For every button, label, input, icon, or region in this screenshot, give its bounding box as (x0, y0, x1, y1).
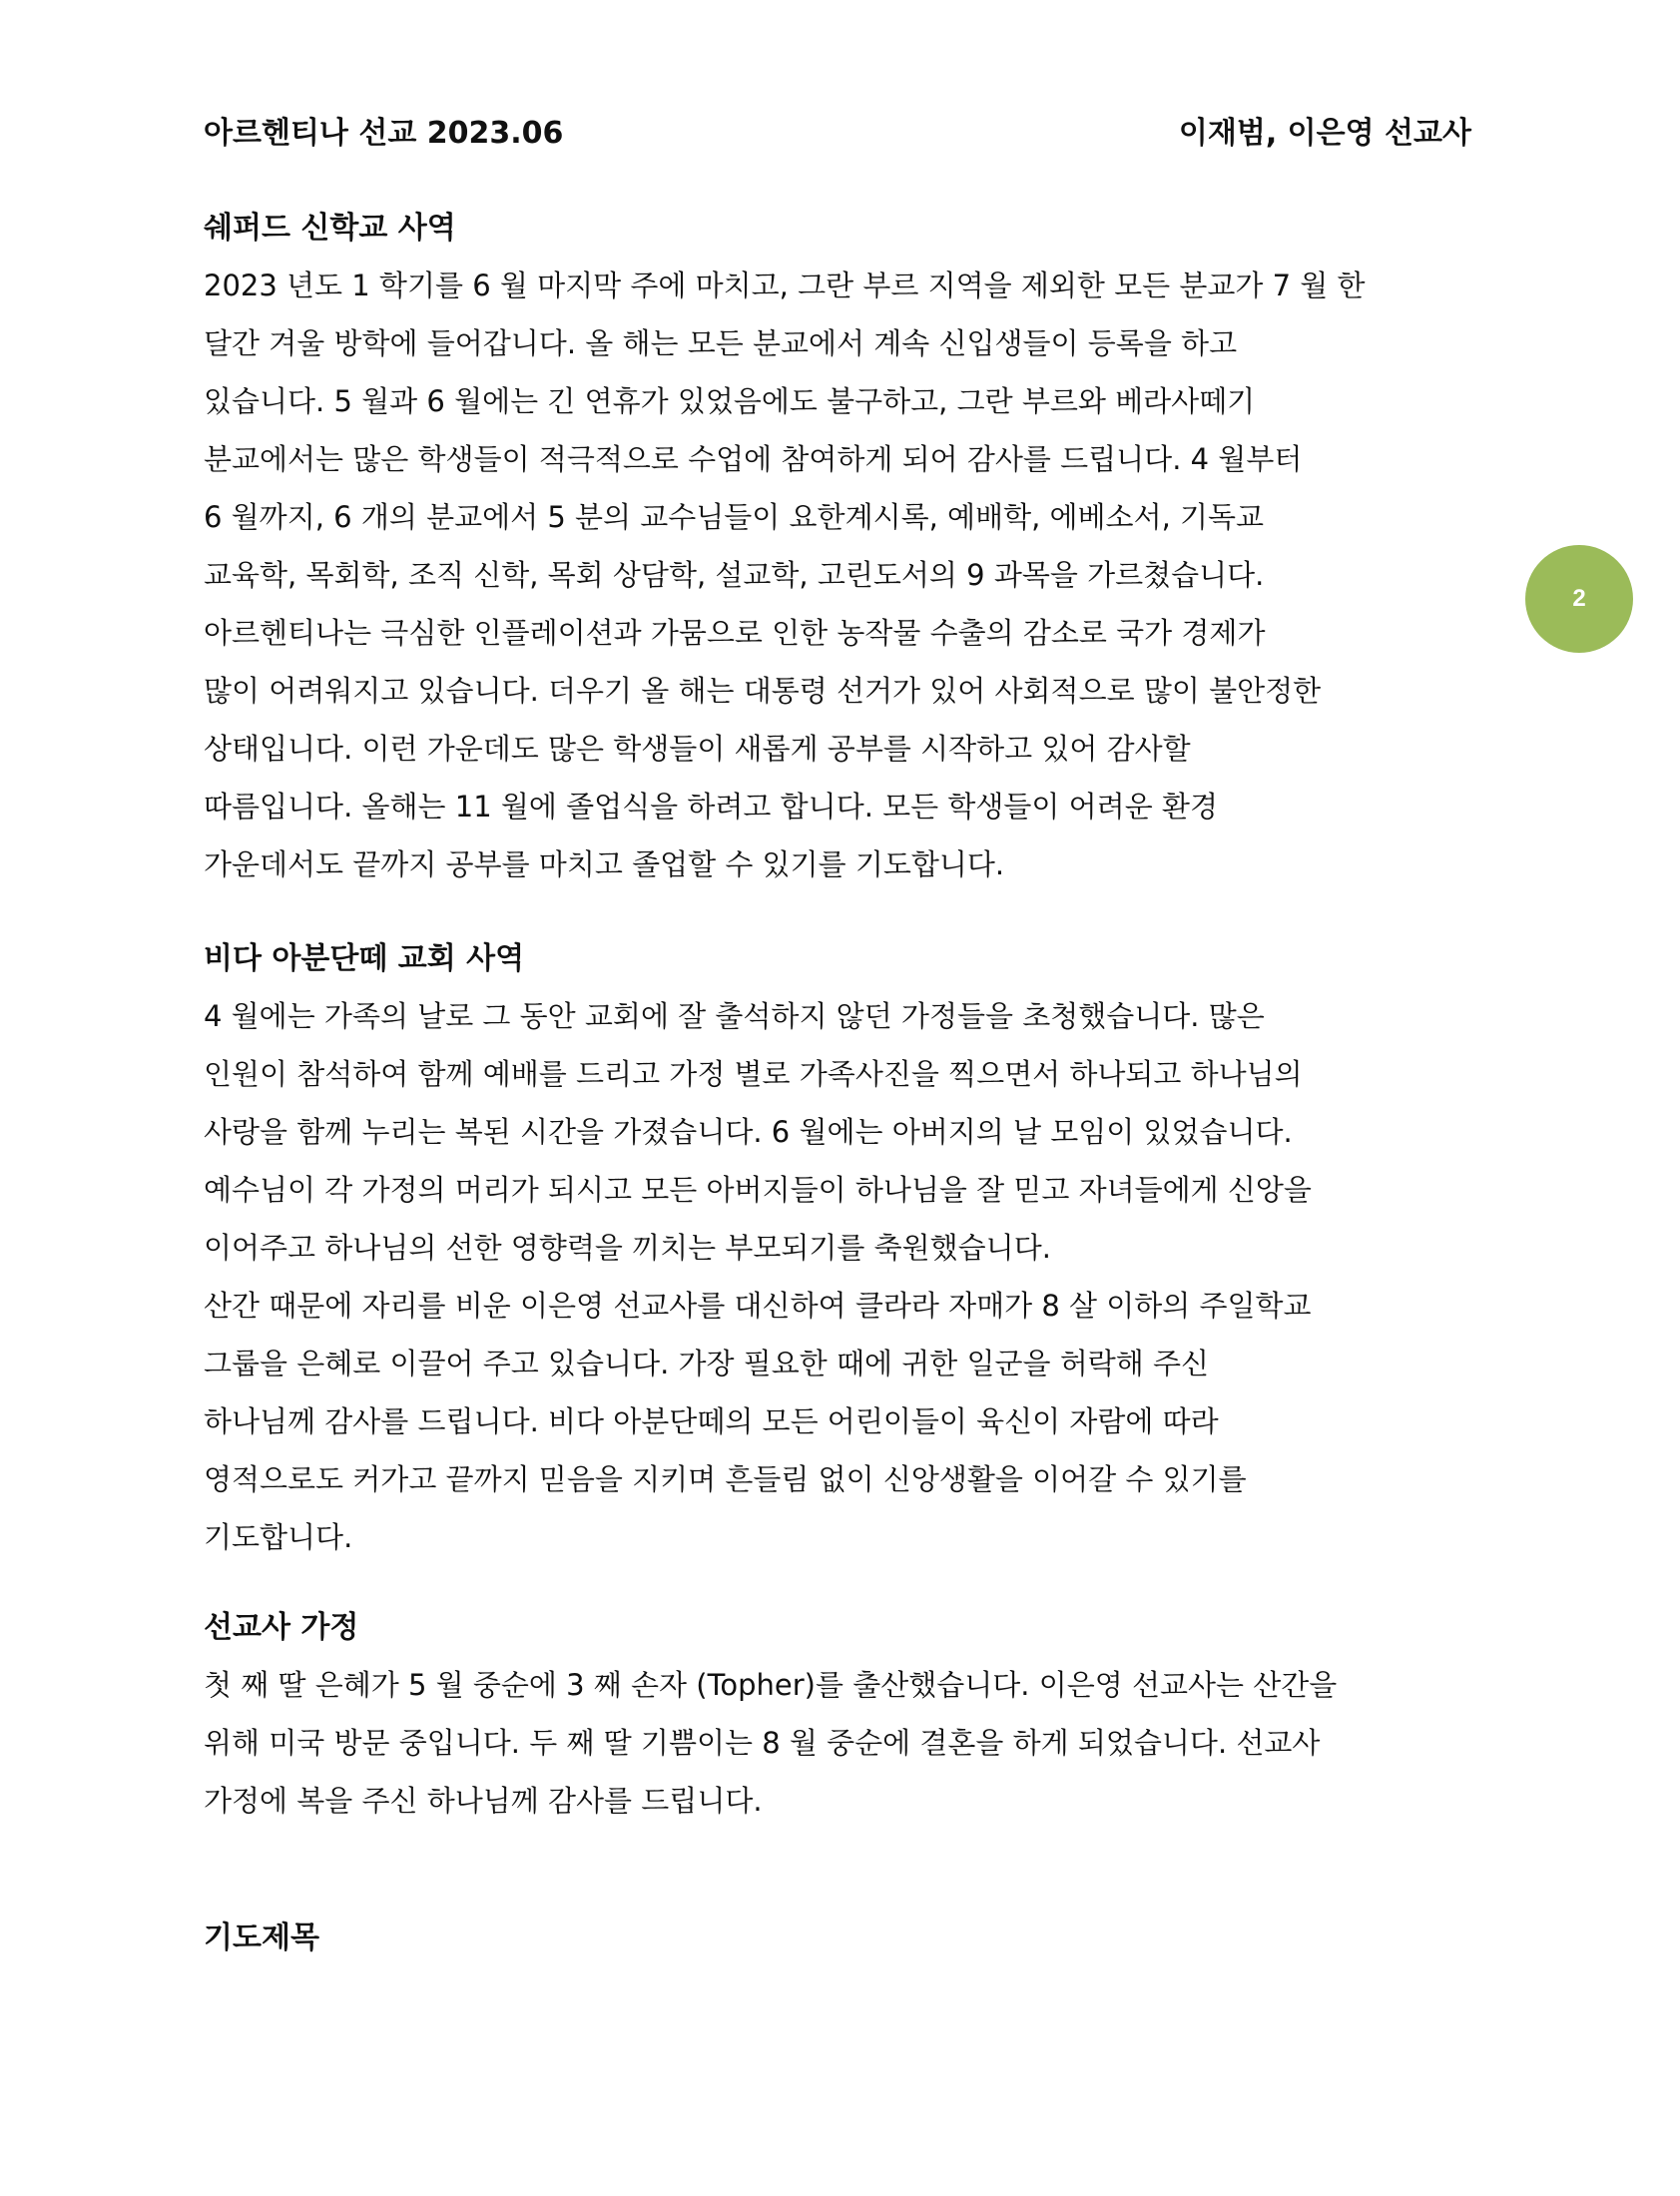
paragraph-line: 분교에서는 많은 학생들이 적극적으로 수업에 참여하게 되어 감사를 드립니다. 4 월부터 (204, 442, 1303, 476)
section-family (204, 1600, 1501, 1830)
paragraph-line: 이어주고 하나님의 선한 영향력을 끼치는 부모되기를 축원했습니다. (204, 1231, 1051, 1265)
section-prayer (204, 1911, 1501, 1966)
paragraph-line: 6 월까지, 6 개의 분교에서 5 분의 교수님들이 요한계시록, 예배학, 에베소서, 기독교 (204, 500, 1265, 534)
section-church (204, 931, 1501, 1566)
paragraph-line: 그룹을 은혜로 이끌어 주고 있습니다. 가장 필요한 때에 귀한 일군을 허락해 주신 (204, 1347, 1210, 1380)
paragraph-line: 따름입니다. 올해는 11 월에 졸업식을 하려고 합니다. 모든 학생들이 어려운 환경 (204, 790, 1218, 824)
paragraph-line: 2023 년도 1 학기를 6 월 마지막 주에 마치고, 그란 부르 지역을 제외한 모든 분교가 7 월 한 (204, 269, 1366, 302)
paragraph-line: 가운데서도 끝까지 공부를 마치고 졸업할 수 있기를 기도합니다. (204, 847, 1005, 881)
page-number: 2 (1572, 585, 1586, 612)
section-title: 쉐퍼드 신학교 사역 (204, 211, 456, 246)
paragraph-line: 기도합니다. (204, 1520, 353, 1554)
paragraph-line: 산간 때문에 자리를 비운 이은영 선교사를 대신하여 클라라 자매가 8 살 이하의 주일학교 (204, 1289, 1312, 1323)
paragraph-line: 달간 겨울 방학에 들어갑니다. 올 해는 모든 분교에서 계속 신입생들이 등록을 하고 (204, 326, 1238, 360)
paragraph-line: 상태입니다. 이런 가운데도 많은 학생들이 새롭게 공부를 시작하고 있어 감사할 (204, 732, 1191, 766)
page-header (204, 108, 1471, 152)
page-number-badge (1525, 545, 1633, 653)
section-title: 기도제목 (204, 1921, 319, 1955)
paragraph-line: 영적으로도 커가고 끝까지 믿음을 지키며 흔들림 없이 신앙생활을 이어갈 수 있기를 (204, 1462, 1247, 1496)
header-authors: 이재범, 이은영 선교사 (1178, 116, 1471, 151)
paragraph-line: 위해 미국 방문 중입니다. 두 째 딸 기쁨이는 8 월 중순에 결혼을 하게 되었습니다. 선교사 (204, 1726, 1321, 1760)
paragraph-line: 하나님께 감사를 드립니다. 비다 아분단떼의 모든 어린이들이 육신이 자람에 따라 (204, 1404, 1219, 1438)
section-title: 선교사 가정 (204, 1610, 359, 1645)
paragraph-line: 교육학, 목회학, 조직 신학, 목회 상담학, 설교학, 고린도서의 9 과목을 가르쳤습니다. (204, 558, 1265, 592)
paragraph-line: 많이 어려워지고 있습니다. 더우기 올 해는 대통령 선거가 있어 사회적으로 많이 불안정한 (204, 674, 1322, 708)
section-seminary (204, 201, 1501, 893)
paragraph-line: 첫 째 딸 은혜가 5 월 중순에 3 째 손자 (Topher)를 출산했습니다. 이은영 선교사는 산간을 (204, 1668, 1338, 1702)
paragraph-line: 있습니다. 5 월과 6 월에는 긴 연휴가 있었음에도 불구하고, 그란 부르와 베라사떼기 (204, 384, 1256, 418)
paragraph-line: 아르헨티나는 극심한 인플레이션과 가뭄으로 인한 농작물 수출의 감소로 국가 경제가 (204, 616, 1266, 650)
paragraph-line: 인원이 참석하여 함께 예배를 드리고 가정 별로 가족사진을 찍으면서 하나되고 하나님의 (204, 1057, 1303, 1091)
paragraph-line: 예수님이 각 가정의 머리가 되시고 모든 아버지들이 하나님을 잘 믿고 자녀들에게 신앙을 (204, 1173, 1312, 1207)
section-title: 비다 아분단떼 교회 사역 (204, 941, 525, 976)
header-title: 아르헨티나 선교 2023.06 (204, 116, 564, 151)
paragraph-line: 가정에 복을 주신 하나님께 감사를 드립니다. (204, 1784, 763, 1818)
paragraph-line: 사랑을 함께 누리는 복된 시간을 가졌습니다. 6 월에는 아버지의 날 모임이 있었습니다. (204, 1115, 1293, 1149)
paragraph-line: 4 월에는 가족의 날로 그 동안 교회에 잘 출석하지 않던 가정들을 초청했습니다. 많은 (204, 999, 1265, 1033)
